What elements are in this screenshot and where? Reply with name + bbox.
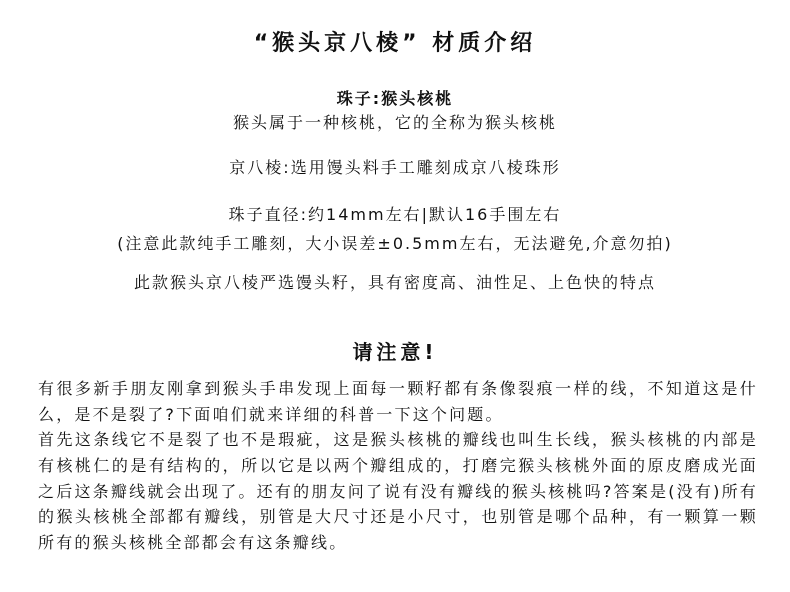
notice-heading: 请注意! <box>352 340 438 364</box>
notice-paragraph-intro: 有很多新手朋友刚拿到猴头手串发现上面每一颗籽都有条像裂痕一样的线，不知道这是什么，是不是裂了?下面咱们就来详细的科普一下这个问题。 <box>38 379 758 424</box>
feature-description: 此款猴头京八棱严选馒头籽，具有密度高、油性足、上色快的特点 <box>133 273 656 292</box>
bead-diameter-info: 珠子直径:约14mm左右|默认16手围左右 <box>228 205 562 224</box>
jingbaleng-description: 京八棱:选用馒头料手工雕刻成京八棱珠形 <box>229 158 561 177</box>
beads-material-description: 猴头属于一种核桃，它的全称为猴头核桃 <box>232 113 557 132</box>
page-title: “猴头京八棱” 材质介绍 <box>253 31 537 56</box>
beads-material-label: 珠子:猴头核桃 <box>336 89 454 108</box>
handmade-size-note: (注意此款纯手工雕刻，大小误差±0.5mm左右，无法避免,介意勿拍) <box>117 234 673 253</box>
notice-paragraph-explanation: 首先这条线它不是裂了也不是瑕疵，这是猴头核桃的瓣线也叫生长线，猴头核桃的内部是有核桃仁的是有结构的，所以它是以两个瓣组成的，打磨完猴头核桃外面的原皮磨成光面之后这条瓣线就会出现了。还有的朋友问了说有没有瓣线的猴头核桃吗?答案是(没有)所有的猴头核桃全部都有瓣线，别管是大尺寸还是小尺寸，也别管是哪个品种，有一颗算一颗所有的猴头核桃全部都会有这条瓣线。 <box>38 430 758 553</box>
